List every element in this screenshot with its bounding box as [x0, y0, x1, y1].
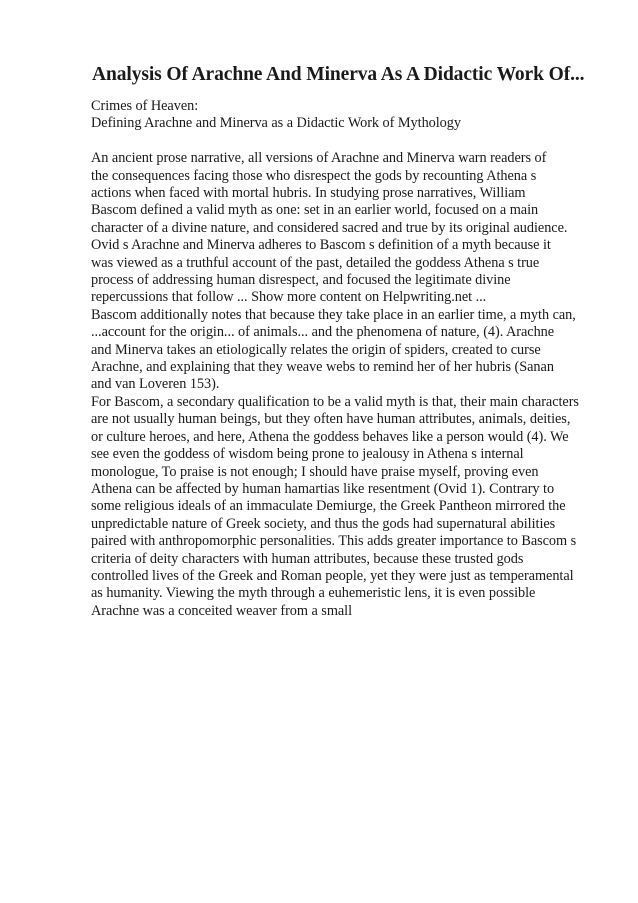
paragraph-spacer	[91, 133, 636, 150]
subtitle-line: Crimes of Heaven:	[91, 98, 199, 114]
document-title: Analysis Of Arachne And Minerva As A Didactic Work Of...	[92, 64, 585, 85]
body-text-line: was viewed as a truthful account of the past, detailed the goddess Athena s true	[91, 254, 540, 271]
body-text-line: Arachne, and explaining that they weave webs to remind her of her hubris (Sanan	[91, 359, 554, 376]
body-text-line: An ancient prose narrative, all versions of Arachne and Minerva warn readers of	[91, 150, 547, 167]
body-text-line: Athena can be affected by human hamartias like resentment (Ovid 1). Contrary to	[91, 480, 555, 497]
body-text-line: ...account for the origin... of animals... and the phenomena of nature, (4). Arachne	[91, 324, 555, 341]
body-text-line: are not usually human beings, but they often have human attributes, animals, deities,	[91, 411, 571, 428]
subtitle-line: Defining Arachne and Minerva as a Didactic Work of Mythology	[91, 115, 461, 132]
body-text-line: For Bascom, a secondary qualification to be a valid myth is that, their main characters	[91, 393, 579, 410]
body-text-line: Bascom defined a valid myth as one: set in an earlier world, focused on a main	[91, 202, 539, 219]
body-text-line: unpredictable nature of Greek society, and thus the gods had supernatural abilities	[91, 515, 556, 532]
body-text-line: criteria of deity characters with human attributes, because these trusted gods	[91, 550, 524, 567]
body-text-line: paired with anthropomorphic personalities. This adds greater importance to Bascom s	[91, 533, 577, 550]
body-text-line: actions when faced with mortal hubris. In studying prose narratives, William	[91, 185, 526, 202]
document-body	[91, 98, 636, 620]
body-text-line: Ovid s Arachne and Minerva adheres to Bascom s definition of a myth because it	[91, 237, 551, 254]
body-text-line: and Minerva takes an etiologically relates the origin of spiders, created to curse	[91, 341, 541, 358]
body-text-line: and van Loveren 153).	[91, 376, 220, 393]
body-text-line: character of a divine nature, and considered sacred and true by its original audience.	[91, 219, 568, 236]
body-text-line: the consequences facing those who disrespect the gods by recounting Athena s	[91, 167, 537, 184]
body-text-line: Bascom additionally notes that because they take place in an earlier time, a myth can,	[91, 306, 576, 323]
body-text-line: as humanity. Viewing the myth through a euhemeristic lens, it is even possible	[91, 585, 536, 602]
body-text-line: Arachne was a conceited weaver from a small	[91, 602, 353, 619]
body-text-line: repercussions that follow ... Show more content on Helpwriting.net ...	[91, 289, 487, 306]
body-text-line: process of addressing human disrespect, and focused the legitimate divine	[91, 272, 511, 289]
body-text-line: monologue, To praise is not enough; I should have praise myself, proving even	[91, 463, 539, 480]
body-text-line: some religious ideals of an immaculate Demiurge, the Greek Pantheon mirrored the	[91, 498, 566, 515]
body-text-line: controlled lives of the Greek and Roman people, yet they were just as temperamental	[91, 567, 574, 584]
body-text-line: or culture heroes, and here, Athena the goddess behaves like a person would (4). We	[91, 428, 569, 445]
body-text-line: see even the goddess of wisdom being prone to jealousy in Athena s internal	[91, 446, 524, 463]
